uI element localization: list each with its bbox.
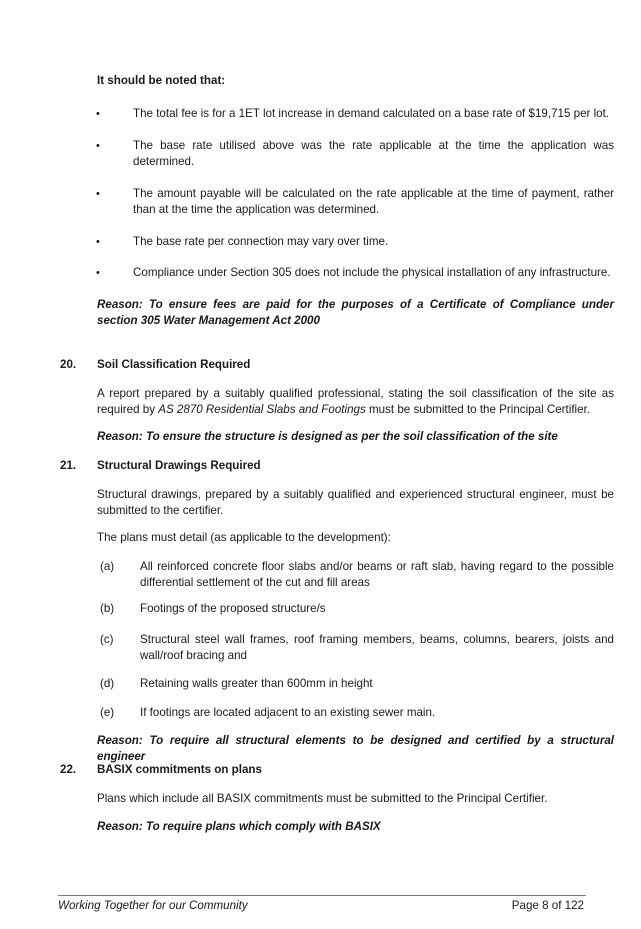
list-item-text: If footings are located adjacent to an existing sewer main. bbox=[140, 706, 436, 719]
condition-title: Soil Classification Required bbox=[97, 358, 251, 371]
intro-reason: Reason: To ensure fees are paid for the purposes of a Certificate of Compliance under section 305 Water Management Act 2000 bbox=[97, 298, 614, 327]
list-item-text: Retaining walls greater than 600mm in height bbox=[140, 677, 373, 690]
condition-title: Structural Drawings Required bbox=[97, 459, 261, 472]
bullet-marker: • bbox=[96, 108, 100, 120]
bullet-item: The base rate per connection may vary over time. bbox=[133, 235, 389, 248]
footer-divider bbox=[58, 895, 586, 896]
bullet-marker: • bbox=[96, 267, 100, 279]
list-item-text: Footings of the proposed structure/s bbox=[140, 602, 326, 615]
footer-slogan: Working Together for our Community bbox=[58, 899, 248, 912]
list-item-label: (a) bbox=[100, 560, 115, 573]
bullet-item: The total fee is for a 1ET lot increase in demand calculated on a base rate of $19,715 per lot. bbox=[133, 107, 610, 120]
list-intro: The plans must detail (as applicable to the development): bbox=[97, 531, 391, 544]
bullet-item: The base rate utilised above was the rate applicable at the time the application was determined. bbox=[133, 139, 614, 168]
condition-reason: Reason: To require plans which comply with BASIX bbox=[97, 820, 381, 833]
bullet-marker: • bbox=[96, 140, 100, 152]
standard-reference: AS 2870 Residential Slabs and Footings bbox=[158, 403, 366, 416]
condition-number: 21. bbox=[60, 459, 77, 472]
body-text: must be submitted to the Principal Certifier. bbox=[365, 403, 591, 416]
list-item-label: (d) bbox=[100, 677, 115, 690]
bullet-marker: • bbox=[96, 236, 100, 248]
list-item-label: (c) bbox=[100, 633, 114, 646]
list-item-label: (b) bbox=[100, 602, 115, 615]
list-item-label: (e) bbox=[100, 706, 115, 719]
bullet-item: The amount payable will be calculated on the rate applicable at the time of payment, rather than at the time the application was determined. bbox=[133, 187, 614, 216]
bullet-marker: • bbox=[96, 188, 100, 200]
list-item-text: Structural steel wall frames, roof framing members, beams, columns, bearers, joists and wall/roof bracing and bbox=[140, 633, 614, 662]
intro-heading: It should be noted that: bbox=[97, 74, 226, 87]
condition-number: 20. bbox=[60, 358, 77, 371]
condition-title: BASIX commitments on plans bbox=[97, 763, 262, 776]
condition-number: 22. bbox=[60, 763, 77, 776]
bullet-item: Compliance under Section 305 does not include the physical installation of any infrastructure. bbox=[133, 266, 611, 279]
body-text: A report prepared by a suitably qualified professional, stating the soil classification of the site as required by bbox=[97, 387, 614, 416]
list-item-text: All reinforced concrete floor slabs and/or beams or raft slab, having regard to the possible differential settlement of the cut and fill areas bbox=[140, 560, 614, 589]
page-number: Page 8 of 122 bbox=[511, 899, 584, 912]
condition-body: Plans which include all BASIX commitments must be submitted to the Principal Certifier. bbox=[97, 792, 548, 805]
condition-body bbox=[97, 386, 614, 418]
condition-reason: Reason: To ensure the structure is designed as per the soil classification of the site bbox=[97, 430, 558, 443]
condition-reason: Reason: To require all structural elements to be designed and certified by a structural engineer bbox=[97, 734, 614, 763]
condition-body: Structural drawings, prepared by a suitably qualified and experienced structural engineer, must be submitted to the certifier. bbox=[97, 488, 614, 517]
